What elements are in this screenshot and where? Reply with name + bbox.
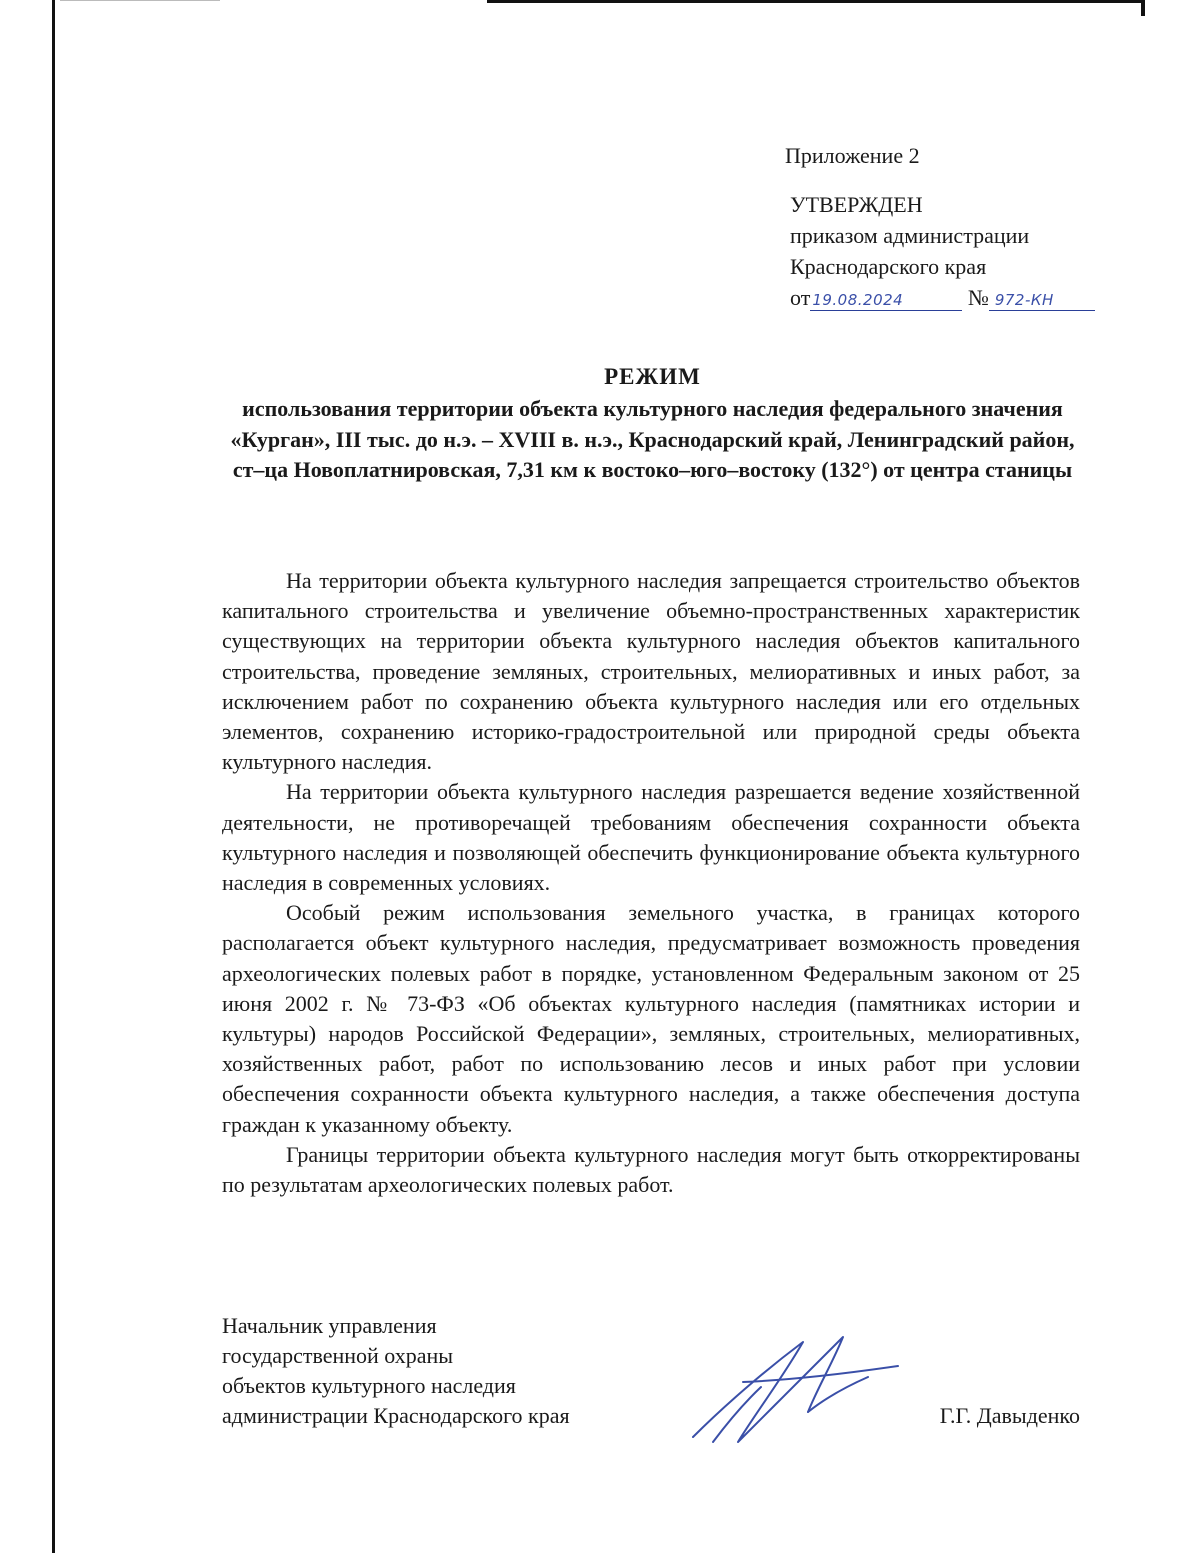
scan-edge-left [52,0,55,1553]
scan-edge-top-corner [1141,0,1145,16]
paragraph-prohibited: На территории объекта культурного наследия запрещается строительство объектов капитального строительства и увеличение объемно-пространственных характеристик существующих на территории объекта культурного наследия объектов капитального строительства, проведение земляных, строительных, мелиоративных и иных работ, за исключением работ по сохранению объекта культурного наследия или его отдельных элементов, сохранению историко-градостроительной или природной среды объекта культурного наследия. [222,568,1080,775]
order-date-handwritten: 19.08.2024 [810,290,962,311]
annex-label: Приложение 2 [785,143,920,168]
paragraph-land-regime: Особый режим использования земельного участка, в границах которого располагается объект культурного наследия, предусматривает возможность проведения археологических полевых работ в порядке, установленном Федеральным законом от 25 июня 2002 г. № 73-ФЗ «Об объектах культурного наследия (памятниках истории и культуры) народов Российской Федерации», земляных, строительных, мелиоративных, хозяйственных работ, работ по использованию лесов и иных работ при условии обеспечения сохранности объекта культурного наследия, а также обеспечения доступа граждан к указанному объекту. [222,900,1080,1137]
approved-by-order: приказом администрации [790,223,1030,248]
approved-region: Краснодарского края [790,254,987,279]
scan-edge-top [487,0,1145,3]
document-subtitle: использования территории объекта культурного наследия федерального значения «Курган», III тыс. до н.э. – XVIII в. н.э., Краснодарский край, Ленинградский район, ст–ца Новоплатнировская, 7,31 км к востоко–юго–востоку (132°) от центра станицы [230,396,1075,482]
signer-position-line: Начальник управления [222,1313,437,1338]
scan-edge-top-left [60,0,220,1]
signer-name: Г.Г. Давыденко [939,1403,1080,1428]
document-body [222,566,1080,1200]
signature-block [222,1311,1080,1431]
paragraph-boundaries: Границы территории объекта культурного наследия могут быть откорректированы по результатам археологических полевых работ. [222,1141,1080,1198]
approved-label: УТВЕРЖДЕН [790,192,923,217]
signer-position-line: объектов культурного наследия [222,1373,516,1398]
order-number-handwritten: 972-КН [989,290,1095,311]
signer-position-line: государственной охраны [222,1343,454,1368]
paragraph-permitted: На территории объекта культурного наследия разрешается ведение хозяйственной деятельности, не противоречащей требованиям обеспечения сохранности объекта культурного наследия и позволяющей обеспечить функционирование объекта культурного наследия в современных условиях. [222,779,1080,896]
handwritten-signature-icon [683,1322,923,1452]
number-prefix: № [967,285,989,310]
document-title-block [175,362,1130,486]
date-prefix: от [790,285,811,310]
order-date-line [785,282,1115,313]
document-title: РЕЖИМ [604,364,701,389]
approval-stamp-block [785,140,1115,313]
signer-position-line: администрации Краснодарского края [222,1403,570,1428]
